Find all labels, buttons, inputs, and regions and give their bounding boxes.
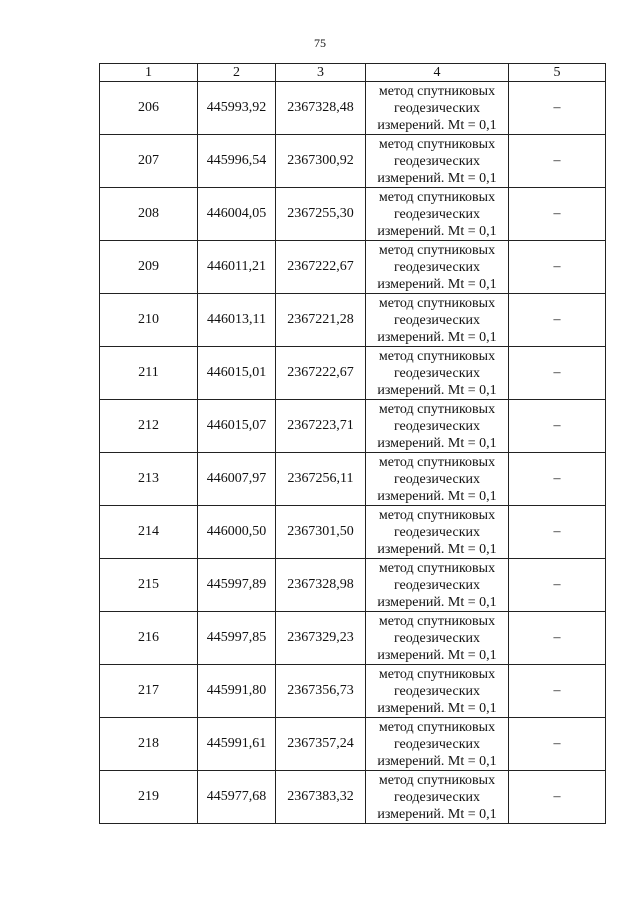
note-cell: –: [509, 559, 606, 612]
table-row: [100, 665, 606, 718]
method-cell: [366, 347, 509, 400]
table-header-row: [100, 64, 606, 82]
table-row: [100, 400, 606, 453]
point-number-cell: 211: [100, 347, 198, 400]
column-header: 1: [100, 64, 198, 82]
method-line: измерений. Mt = 0,1: [377, 329, 497, 345]
method-line: измерений. Mt = 0,1: [377, 594, 497, 610]
method-line: измерений. Mt = 0,1: [377, 435, 497, 451]
point-number-cell: 216: [100, 612, 198, 665]
y-coordinate-cell: 2367328,98: [276, 559, 366, 612]
method-cell: [366, 135, 509, 188]
method-cell: [366, 400, 509, 453]
x-coordinate-cell: 445993,92: [198, 82, 276, 135]
column-header: 3: [276, 64, 366, 82]
method-line: измерений. Mt = 0,1: [377, 382, 497, 398]
y-coordinate-cell: 2367300,92: [276, 135, 366, 188]
note-cell: –: [509, 612, 606, 665]
x-coordinate-cell: 446013,11: [198, 294, 276, 347]
method-line: геодезических: [393, 100, 480, 116]
method-line: геодезических: [393, 577, 480, 593]
x-coordinate-cell: 445997,89: [198, 559, 276, 612]
point-number-cell: 207: [100, 135, 198, 188]
method-cell: [366, 188, 509, 241]
x-coordinate-cell: 446004,05: [198, 188, 276, 241]
method-line: метод спутниковых: [378, 83, 496, 99]
note-cell: –: [509, 347, 606, 400]
method-line: измерений. Mt = 0,1: [377, 700, 497, 716]
x-coordinate-cell: 446011,21: [198, 241, 276, 294]
method-cell: [366, 559, 509, 612]
method-cell: [366, 665, 509, 718]
point-number-cell: 209: [100, 241, 198, 294]
method-line: измерений. Mt = 0,1: [377, 117, 497, 133]
method-cell: [366, 506, 509, 559]
method-cell: [366, 294, 509, 347]
method-line: метод спутниковых: [378, 772, 496, 788]
point-number-cell: 218: [100, 718, 198, 771]
point-number-cell: 214: [100, 506, 198, 559]
method-line: метод спутниковых: [378, 295, 496, 311]
table-row: [100, 294, 606, 347]
note-cell: –: [509, 135, 606, 188]
note-cell: –: [509, 718, 606, 771]
method-line: измерений. Mt = 0,1: [377, 223, 497, 239]
point-number-cell: 213: [100, 453, 198, 506]
point-number-cell: 219: [100, 771, 198, 824]
method-line: метод спутниковых: [378, 348, 496, 364]
note-cell: –: [509, 400, 606, 453]
method-line: измерений. Mt = 0,1: [377, 541, 497, 557]
y-coordinate-cell: 2367329,23: [276, 612, 366, 665]
method-line: геодезических: [393, 789, 480, 805]
page-number: 75: [314, 36, 326, 50]
method-line: геодезических: [393, 524, 480, 540]
point-number-cell: 206: [100, 82, 198, 135]
method-line: измерений. Mt = 0,1: [377, 753, 497, 769]
method-line: метод спутниковых: [378, 507, 496, 523]
y-coordinate-cell: 2367222,67: [276, 241, 366, 294]
table-row: [100, 506, 606, 559]
method-line: измерений. Mt = 0,1: [377, 276, 497, 292]
y-coordinate-cell: 2367356,73: [276, 665, 366, 718]
table-row: [100, 718, 606, 771]
note-cell: –: [509, 453, 606, 506]
method-line: метод спутниковых: [378, 189, 496, 205]
note-cell: –: [509, 294, 606, 347]
x-coordinate-cell: 445991,80: [198, 665, 276, 718]
method-line: геодезических: [393, 736, 480, 752]
table-row: [100, 188, 606, 241]
method-line: геодезических: [393, 153, 480, 169]
x-coordinate-cell: 446015,07: [198, 400, 276, 453]
method-line: геодезических: [393, 683, 480, 699]
x-coordinate-cell: 446000,50: [198, 506, 276, 559]
note-cell: –: [509, 241, 606, 294]
method-line: метод спутниковых: [378, 242, 496, 258]
point-number-cell: 212: [100, 400, 198, 453]
method-line: измерений. Mt = 0,1: [377, 647, 497, 663]
table-row: [100, 612, 606, 665]
column-header: 4: [366, 64, 509, 82]
column-header: 5: [509, 64, 606, 82]
table-row: [100, 135, 606, 188]
note-cell: –: [509, 188, 606, 241]
x-coordinate-cell: 445997,85: [198, 612, 276, 665]
y-coordinate-cell: 2367221,28: [276, 294, 366, 347]
x-coordinate-cell: 446007,97: [198, 453, 276, 506]
method-line: геодезических: [393, 418, 480, 434]
table-row: [100, 241, 606, 294]
point-number-cell: 215: [100, 559, 198, 612]
method-cell: [366, 82, 509, 135]
note-cell: –: [509, 771, 606, 824]
point-number-cell: 210: [100, 294, 198, 347]
note-cell: –: [509, 665, 606, 718]
method-line: измерений. Mt = 0,1: [377, 170, 497, 186]
point-number-cell: 208: [100, 188, 198, 241]
y-coordinate-cell: 2367256,11: [276, 453, 366, 506]
y-coordinate-cell: 2367255,30: [276, 188, 366, 241]
note-cell: –: [509, 506, 606, 559]
method-line: измерений. Mt = 0,1: [377, 806, 497, 822]
method-line: метод спутниковых: [378, 136, 496, 152]
method-line: геодезических: [393, 206, 480, 222]
method-line: метод спутниковых: [378, 401, 496, 417]
method-line: метод спутниковых: [378, 613, 496, 629]
column-header: 2: [198, 64, 276, 82]
table-row: [100, 453, 606, 506]
table-row: [100, 559, 606, 612]
method-line: метод спутниковых: [378, 560, 496, 576]
method-cell: [366, 718, 509, 771]
table-row: [100, 82, 606, 135]
table-row: [100, 771, 606, 824]
method-line: геодезических: [393, 471, 480, 487]
method-cell: [366, 241, 509, 294]
method-line: геодезических: [393, 365, 480, 381]
point-number-cell: 217: [100, 665, 198, 718]
x-coordinate-cell: 445996,54: [198, 135, 276, 188]
method-cell: [366, 612, 509, 665]
y-coordinate-cell: 2367223,71: [276, 400, 366, 453]
x-coordinate-cell: 445977,68: [198, 771, 276, 824]
y-coordinate-cell: 2367328,48: [276, 82, 366, 135]
method-line: геодезических: [393, 259, 480, 275]
y-coordinate-cell: 2367222,67: [276, 347, 366, 400]
method-line: геодезических: [393, 630, 480, 646]
method-cell: [366, 771, 509, 824]
note-cell: –: [509, 82, 606, 135]
method-line: геодезических: [393, 312, 480, 328]
x-coordinate-cell: 445991,61: [198, 718, 276, 771]
y-coordinate-cell: 2367383,32: [276, 771, 366, 824]
method-line: измерений. Mt = 0,1: [377, 488, 497, 504]
table-body: [100, 64, 606, 824]
method-cell: [366, 453, 509, 506]
coordinates-table: [99, 63, 606, 824]
y-coordinate-cell: 2367357,24: [276, 718, 366, 771]
x-coordinate-cell: 446015,01: [198, 347, 276, 400]
method-line: метод спутниковых: [378, 719, 496, 735]
method-line: метод спутниковых: [378, 666, 496, 682]
method-line: метод спутниковых: [378, 454, 496, 470]
y-coordinate-cell: 2367301,50: [276, 506, 366, 559]
table-row: [100, 347, 606, 400]
